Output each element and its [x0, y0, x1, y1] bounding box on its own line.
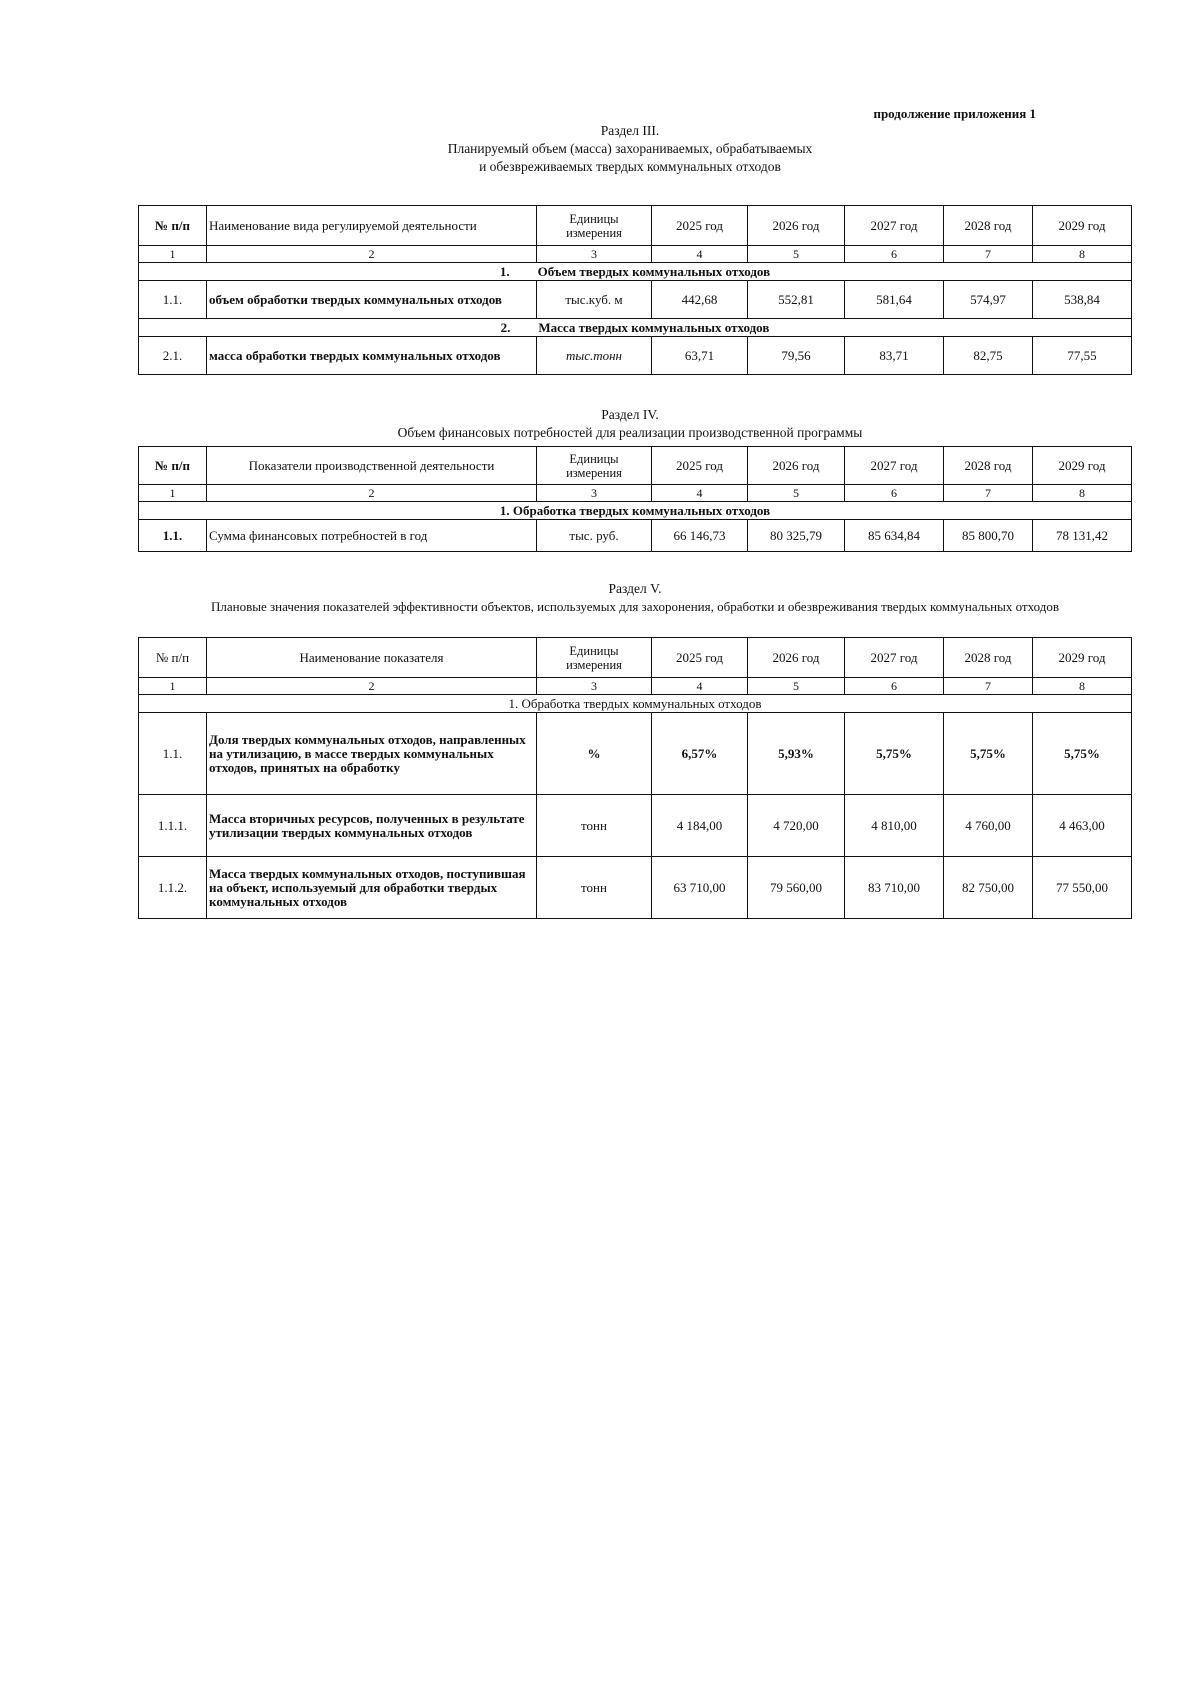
year-header: 2028 год	[944, 206, 1033, 246]
row-value: 4 810,00	[845, 795, 944, 857]
table-row	[139, 520, 1132, 552]
row-value: 5,75%	[944, 713, 1033, 795]
col-number: 6	[845, 678, 944, 695]
group-number: 2.	[500, 319, 511, 335]
col-number: 2	[207, 678, 537, 695]
row-name: Сумма финансовых потребностей в год	[207, 520, 537, 552]
name-header: Показатели производственной деятельности	[207, 447, 537, 485]
col-number: 3	[537, 246, 652, 263]
row-name: Масса вторичных ресурсов, полученных в результате утилизации твердых коммунальных отходов	[207, 795, 537, 857]
row-value: 4 184,00	[652, 795, 748, 857]
year-header: 2028 год	[944, 638, 1033, 678]
row-unit: тонн	[537, 795, 652, 857]
table-row	[139, 713, 1132, 795]
table-row	[139, 337, 1132, 375]
row-value: 5,75%	[1033, 713, 1132, 795]
col-number: 7	[944, 246, 1033, 263]
row-number: 1.1.	[139, 520, 207, 552]
row-value: 82 750,00	[944, 857, 1033, 919]
col-number: 7	[944, 678, 1033, 695]
row-value: 4 720,00	[748, 795, 845, 857]
year-header: 2025 год	[652, 447, 748, 485]
column-number-row	[139, 678, 1132, 695]
col-number: 3	[537, 678, 652, 695]
year-header: 2027 год	[845, 447, 944, 485]
column-number-row	[139, 246, 1132, 263]
group-row	[139, 263, 1132, 281]
year-header: 2029 год	[1033, 638, 1132, 678]
row-value: 63,71	[652, 337, 748, 375]
section4-subtitle: Объем финансовых потребностей для реализации производственной программы	[397, 425, 863, 440]
name-header: Наименование показателя	[207, 638, 537, 678]
year-header: 2029 год	[1033, 447, 1132, 485]
row-value: 78 131,42	[1033, 520, 1132, 552]
row-number: 1.1.	[139, 281, 207, 319]
table-row	[139, 281, 1132, 319]
row-value: 83,71	[845, 337, 944, 375]
row-number: 2.1.	[139, 337, 207, 375]
col-number: 6	[845, 485, 944, 502]
row-name: Доля твердых коммунальных отходов, направленных на утилизацию, в массе твердых коммунальных отходов, принятых на обработку	[207, 713, 537, 795]
unit-header: Единицы измерения	[537, 206, 652, 246]
col-number: 5	[748, 678, 845, 695]
section3-subtitle-1: Планируемый объем (масса) захораниваемых, обрабатываемых	[447, 141, 813, 156]
row-value: 6,57%	[652, 713, 748, 795]
row-number: 1.1.2.	[139, 857, 207, 919]
row-name: масса обработки твердых коммунальных отходов	[207, 337, 537, 375]
section5-subtitle: Плановые значения показателей эффективности объектов, используемых для захоронения, обработки и обезвреживания твердых коммунальных отходов	[211, 599, 1059, 614]
row-name: объем обработки твердых коммунальных отходов	[207, 281, 537, 319]
unit-header: Единицы измерения	[537, 447, 652, 485]
group-row	[139, 695, 1132, 713]
year-header: 2027 год	[845, 206, 944, 246]
year-header: 2026 год	[748, 206, 845, 246]
col-number: 4	[652, 485, 748, 502]
year-header: 2026 год	[748, 447, 845, 485]
row-name: Масса твердых коммунальных отходов, поступившая на объект, используемый для обработки твердых коммунальных отходов	[207, 857, 537, 919]
row-value: 79,56	[748, 337, 845, 375]
row-value: 83 710,00	[845, 857, 944, 919]
year-header: 2027 год	[845, 638, 944, 678]
col-number: 1	[139, 678, 207, 695]
header-row	[139, 638, 1132, 678]
group-label: 1. Обработка твердых коммунальных отходов	[139, 502, 1132, 520]
row-value: 552,81	[748, 281, 845, 319]
col-number: 3	[537, 485, 652, 502]
row-value: 4 760,00	[944, 795, 1033, 857]
column-number-row	[139, 485, 1132, 502]
unit-header: Единицы измерения	[537, 638, 652, 678]
num-header: № п/п	[139, 447, 207, 485]
section3-heading	[130, 122, 1130, 176]
section3-table	[138, 205, 1132, 375]
num-header: № п/п	[139, 206, 207, 246]
header-row	[139, 206, 1132, 246]
row-value: 574,97	[944, 281, 1033, 319]
section5-heading	[140, 580, 1130, 616]
table-row	[139, 857, 1132, 919]
row-value: 5,93%	[748, 713, 845, 795]
group-number: 1.	[499, 263, 510, 279]
row-value: 77 550,00	[1033, 857, 1132, 919]
year-header: 2025 год	[652, 638, 748, 678]
col-number: 8	[1033, 485, 1132, 502]
group-row	[139, 319, 1132, 337]
col-number: 5	[748, 485, 845, 502]
section4-table	[138, 446, 1132, 552]
section4-heading	[130, 406, 1130, 442]
row-value: 442,68	[652, 281, 748, 319]
row-value: 82,75	[944, 337, 1033, 375]
continuation-label: продолжение приложения 1	[873, 106, 1036, 121]
col-number: 1	[139, 246, 207, 263]
col-number: 1	[139, 485, 207, 502]
row-unit: тонн	[537, 857, 652, 919]
group-label: 1. Обработка твердых коммунальных отходов	[139, 695, 1132, 713]
row-value: 66 146,73	[652, 520, 748, 552]
table-row	[139, 795, 1132, 857]
row-unit: тыс.тонн	[537, 337, 652, 375]
row-value: 63 710,00	[652, 857, 748, 919]
section5-table	[138, 637, 1132, 919]
group-label: Объем твердых коммунальных отходов	[537, 263, 771, 279]
col-number: 4	[652, 678, 748, 695]
row-value: 538,84	[1033, 281, 1132, 319]
group-label: Масса твердых коммунальных отходов	[538, 319, 770, 335]
col-number: 8	[1033, 678, 1132, 695]
row-unit: %	[537, 713, 652, 795]
row-value: 85 800,70	[944, 520, 1033, 552]
col-number: 2	[207, 246, 537, 263]
section5-title: Раздел V.	[608, 581, 662, 596]
col-number: 6	[845, 246, 944, 263]
col-number: 7	[944, 485, 1033, 502]
row-unit: тыс. руб.	[537, 520, 652, 552]
group-row	[139, 502, 1132, 520]
num-header: № п/п	[139, 638, 207, 678]
header-row	[139, 447, 1132, 485]
section3-subtitle-2: и обезвреживаемых твердых коммунальных отходов	[479, 159, 781, 174]
row-value: 77,55	[1033, 337, 1132, 375]
col-number: 8	[1033, 246, 1132, 263]
section3-title: Раздел III.	[600, 123, 660, 138]
row-unit: тыс.куб. м	[537, 281, 652, 319]
row-value: 4 463,00	[1033, 795, 1132, 857]
row-value: 85 634,84	[845, 520, 944, 552]
row-number: 1.1.1.	[139, 795, 207, 857]
col-number: 4	[652, 246, 748, 263]
year-header: 2025 год	[652, 206, 748, 246]
row-number: 1.1.	[139, 713, 207, 795]
name-header: Наименование вида регулируемой деятельности	[207, 206, 537, 246]
row-value: 5,75%	[845, 713, 944, 795]
year-header: 2028 год	[944, 447, 1033, 485]
row-value: 79 560,00	[748, 857, 845, 919]
year-header: 2029 год	[1033, 206, 1132, 246]
section4-title: Раздел IV.	[601, 407, 659, 422]
col-number: 5	[748, 246, 845, 263]
row-value: 80 325,79	[748, 520, 845, 552]
col-number: 2	[207, 485, 537, 502]
year-header: 2026 год	[748, 638, 845, 678]
row-value: 581,64	[845, 281, 944, 319]
